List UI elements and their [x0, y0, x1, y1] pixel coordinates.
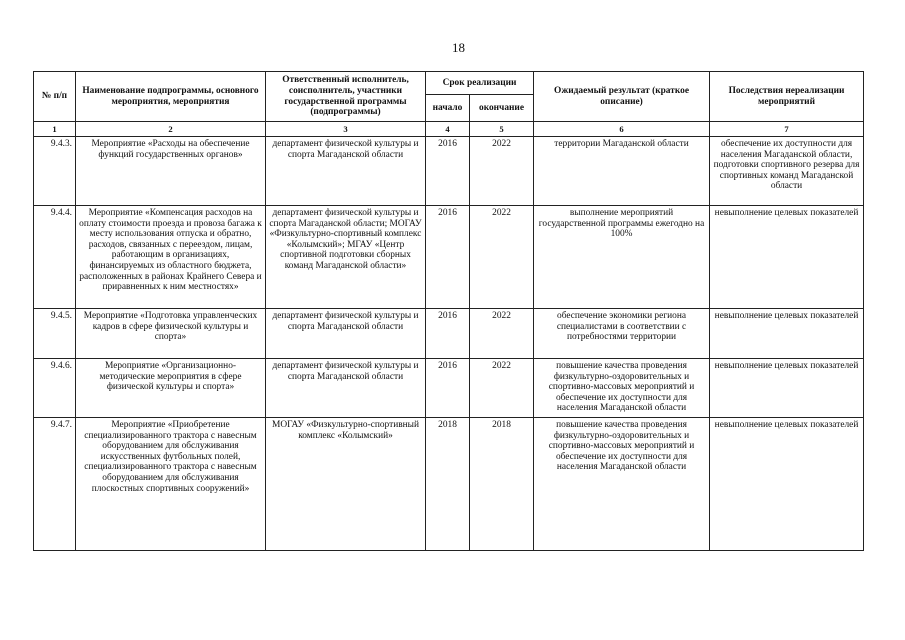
table-row — [34, 137, 864, 206]
row-number: 9.4.7. — [34, 418, 76, 551]
header-num: № п/п — [34, 72, 76, 122]
executor: департамент физической культуры и спорта Магаданской области — [266, 309, 426, 359]
row-number: 9.4.4. — [34, 206, 76, 309]
activity-name: Мероприятие «Приобретение специализированного трактора с навесным оборудованием для обслуживания искусственных футбольных полей, специализированного трактора с навесным оборудованием для обслуживания плоскостных спортивных сооружений» — [76, 418, 266, 551]
consequences: невыполнение целевых показателей — [710, 309, 864, 359]
start-year: 2016 — [426, 137, 470, 206]
column-number: 4 — [426, 122, 470, 137]
executor: департамент физической культуры и спорта Магаданской области — [266, 359, 426, 418]
header-name: Наименование подпрограммы, основного мероприятия, мероприятия — [76, 72, 266, 122]
executor: МОГАУ «Физкультурно-спортивный комплекс «Колымский» — [266, 418, 426, 551]
consequences: невыполнение целевых показателей — [710, 418, 864, 551]
row-number: 9.4.5. — [34, 309, 76, 359]
table-row — [34, 309, 864, 359]
end-year: 2018 — [470, 418, 534, 551]
end-year: 2022 — [470, 359, 534, 418]
header-period: Срок реализации — [426, 72, 534, 95]
column-number: 7 — [710, 122, 864, 137]
start-year: 2016 — [426, 206, 470, 309]
expected-result: выполнение мероприятий государственной программы ежегодно на 100% — [534, 206, 710, 309]
activity-name: Мероприятие «Подготовка управленческих кадров в сфере физической культуры и спорта» — [76, 309, 266, 359]
executor: департамент физической культуры и спорта Магаданской области; МОГАУ «Физкультурно-спортивный комплекс «Колымский»; МГАУ «Центр спортивной подготовки сборных команд Магаданской области» — [266, 206, 426, 309]
activity-name: Мероприятие «Организационно-методические мероприятия в сфере физической культуры и спорта» — [76, 359, 266, 418]
column-number: 5 — [470, 122, 534, 137]
start-year: 2016 — [426, 359, 470, 418]
header-end: окончание — [470, 95, 534, 122]
row-number: 9.4.6. — [34, 359, 76, 418]
end-year: 2022 — [470, 206, 534, 309]
header-result: Ожидаемый результат (краткое описание) — [534, 72, 710, 122]
consequences: обеспечение их доступности для населения Магаданской области, подготовки спортивного резерва для спортивных команд Магаданской области — [710, 137, 864, 206]
expected-result: обеспечение экономики региона специалистами в соответствии с потребностями территории — [534, 309, 710, 359]
header-executor: Ответственный исполнитель, соисполнитель, участники государственной программы (подпрограммы) — [266, 72, 426, 122]
column-number: 1 — [34, 122, 76, 137]
start-year: 2016 — [426, 309, 470, 359]
page-number: 18 — [452, 40, 465, 55]
end-year: 2022 — [470, 137, 534, 206]
column-number: 3 — [266, 122, 426, 137]
table-row — [34, 418, 864, 551]
column-number-row — [34, 122, 864, 137]
expected-result: повышение качества проведения физкультурно-оздоровительных и спортивно-массовых мероприятий и обеспечение их доступности для населения Магаданской области — [534, 359, 710, 418]
header-start: начало — [426, 95, 470, 122]
table-row — [34, 206, 864, 309]
start-year: 2018 — [426, 418, 470, 551]
header-consequences: Последствия нереализации мероприятий — [710, 72, 864, 122]
row-number: 9.4.3. — [34, 137, 76, 206]
table-row — [34, 359, 864, 418]
column-number: 2 — [76, 122, 266, 137]
expected-result: повышение качества проведения физкультурно-оздоровительных и спортивно-массовых мероприятий и обеспечение их доступности для населения Магаданской области — [534, 418, 710, 551]
consequences: невыполнение целевых показателей — [710, 359, 864, 418]
program-table — [33, 71, 864, 551]
activity-name: Мероприятие «Расходы на обеспечение функций государственных органов» — [76, 137, 266, 206]
activity-name: Мероприятие «Компенсация расходов на оплату стоимости проезда и провоза багажа к месту использования отпуска и обратно, расходов, связанных с переездом, лицам, работающим в организациях, финансируемых из областного бюджета, расположенных в районах Крайнего Севера и приравненных к ним местностях» — [76, 206, 266, 309]
column-number: 6 — [534, 122, 710, 137]
expected-result: территории Магаданской области — [534, 137, 710, 206]
executor: департамент физической культуры и спорта Магаданской области — [266, 137, 426, 206]
consequences: невыполнение целевых показателей — [710, 206, 864, 309]
header-row — [34, 72, 864, 95]
end-year: 2022 — [470, 309, 534, 359]
